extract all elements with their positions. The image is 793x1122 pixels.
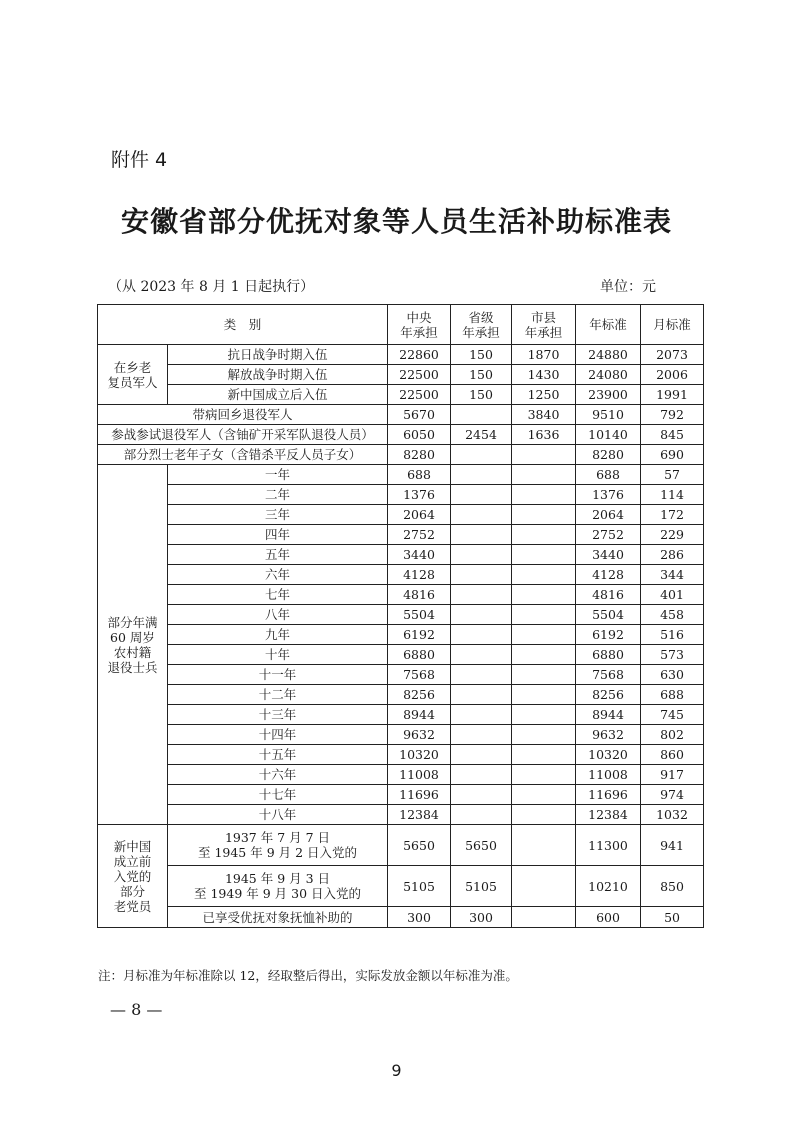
group-label-rural-soldiers: 部分年满 60 周岁 农村籍 退役士兵 (98, 465, 168, 825)
cell-monthly: 57 (641, 465, 704, 485)
cell-central: 7568 (388, 665, 451, 685)
group-label-party-members: 新中国 成立前 入党的 部分 老党员 (98, 825, 168, 928)
cell-central: 5650 (388, 825, 451, 866)
cell-province: 5650 (451, 825, 512, 866)
cell-annual: 23900 (576, 385, 641, 405)
footnote: 注：月标准为年标准除以 12，经取整后得出，实际发放金额以年标准为准。 (98, 968, 518, 983)
cell-city (512, 665, 576, 685)
table-row (98, 525, 704, 545)
cell-monthly: 1991 (641, 385, 704, 405)
cell-central: 300 (388, 907, 451, 928)
cell-province (451, 805, 512, 825)
cell-city (512, 445, 576, 465)
cell-central: 6880 (388, 645, 451, 665)
cell-city (512, 785, 576, 805)
table-row (98, 705, 704, 725)
cell-central: 22500 (388, 365, 451, 385)
row-category: 1937 年 7 月 7 日 至 1945 年 9 月 2 日入党的 (168, 825, 388, 866)
cell-annual: 6192 (576, 625, 641, 645)
table-row (98, 665, 704, 685)
cell-annual: 3440 (576, 545, 641, 565)
table-row (98, 745, 704, 765)
cell-annual: 5504 (576, 605, 641, 625)
row-category: 七年 (168, 585, 388, 605)
cell-province: 300 (451, 907, 512, 928)
cell-province (451, 525, 512, 545)
cell-monthly: 172 (641, 505, 704, 525)
cell-monthly: 516 (641, 625, 704, 645)
cell-city (512, 505, 576, 525)
table-row (98, 485, 704, 505)
row-category: 五年 (168, 545, 388, 565)
cell-city (512, 866, 576, 907)
row-category: 带病回乡退役军人 (98, 405, 388, 425)
table-row (98, 825, 704, 866)
cell-central: 12384 (388, 805, 451, 825)
subsidy-table (97, 304, 704, 928)
table-row (98, 585, 704, 605)
cell-central: 22500 (388, 385, 451, 405)
row-category: 四年 (168, 525, 388, 545)
cell-city (512, 825, 576, 866)
cell-province: 150 (451, 345, 512, 365)
cell-city (512, 605, 576, 625)
cell-city (512, 745, 576, 765)
row-category: 二年 (168, 485, 388, 505)
row-category: 十年 (168, 645, 388, 665)
cell-monthly: 2073 (641, 345, 704, 365)
cell-province (451, 705, 512, 725)
cell-central: 22860 (388, 345, 451, 365)
page-label: — 8 — (110, 1000, 163, 1019)
page-number: 9 (391, 1061, 402, 1080)
attachment-label: 附件 4 (111, 149, 168, 171)
cell-central: 2064 (388, 505, 451, 525)
row-category: 十二年 (168, 685, 388, 705)
table-row (98, 425, 704, 445)
row-category: 十一年 (168, 665, 388, 685)
table-row (98, 866, 704, 907)
cell-annual: 24880 (576, 345, 641, 365)
cell-province: 150 (451, 365, 512, 385)
table-row (98, 505, 704, 525)
cell-annual: 8944 (576, 705, 641, 725)
cell-annual: 2752 (576, 525, 641, 545)
row-category: 抗日战争时期入伍 (168, 345, 388, 365)
table-row (98, 385, 704, 405)
row-category: 十四年 (168, 725, 388, 745)
cell-annual: 10140 (576, 425, 641, 445)
cell-city: 1250 (512, 385, 576, 405)
cell-city (512, 565, 576, 585)
cell-monthly: 2006 (641, 365, 704, 385)
cell-province: 5105 (451, 866, 512, 907)
table-row (98, 545, 704, 565)
cell-monthly: 917 (641, 765, 704, 785)
cell-city (512, 625, 576, 645)
row-category: 十七年 (168, 785, 388, 805)
row-category: 三年 (168, 505, 388, 525)
table-row (98, 405, 704, 425)
cell-annual: 600 (576, 907, 641, 928)
cell-monthly: 344 (641, 565, 704, 585)
cell-province (451, 725, 512, 745)
cell-monthly: 114 (641, 485, 704, 505)
header-annual: 年标准 (576, 305, 641, 345)
cell-central: 11008 (388, 765, 451, 785)
table-header-row (98, 305, 704, 345)
row-category: 参战参试退役军人（含铀矿开采军队退役人员） (98, 425, 388, 445)
cell-annual: 688 (576, 465, 641, 485)
cell-annual: 4816 (576, 585, 641, 605)
cell-monthly: 860 (641, 745, 704, 765)
cell-monthly: 792 (641, 405, 704, 425)
row-category: 八年 (168, 605, 388, 625)
cell-central: 4816 (388, 585, 451, 605)
header-central: 中央 年承担 (388, 305, 451, 345)
header-monthly: 月标准 (641, 305, 704, 345)
cell-city (512, 685, 576, 705)
table-row (98, 645, 704, 665)
row-category: 1945 年 9 月 3 日 至 1949 年 9 月 30 日入党的 (168, 866, 388, 907)
cell-province (451, 665, 512, 685)
cell-province (451, 405, 512, 425)
cell-annual: 4128 (576, 565, 641, 585)
row-category: 十六年 (168, 765, 388, 785)
cell-province (451, 445, 512, 465)
row-category: 十五年 (168, 745, 388, 765)
cell-central: 8944 (388, 705, 451, 725)
cell-annual: 7568 (576, 665, 641, 685)
unit-label: 单位：元 (600, 279, 656, 295)
table-row (98, 445, 704, 465)
cell-province (451, 645, 512, 665)
cell-central: 4128 (388, 565, 451, 585)
table-row (98, 765, 704, 785)
table-row (98, 805, 704, 825)
header-city: 市县 年承担 (512, 305, 576, 345)
cell-annual: 1376 (576, 485, 641, 505)
cell-central: 3440 (388, 545, 451, 565)
cell-province (451, 505, 512, 525)
page-title: 安徽省部分优抚对象等人员生活补助标准表 (120, 205, 672, 238)
cell-central: 10320 (388, 745, 451, 765)
cell-monthly: 573 (641, 645, 704, 665)
cell-province (451, 585, 512, 605)
cell-annual: 10210 (576, 866, 641, 907)
table-row (98, 345, 704, 365)
cell-annual: 24080 (576, 365, 641, 385)
cell-city (512, 525, 576, 545)
row-category: 十八年 (168, 805, 388, 825)
cell-monthly: 229 (641, 525, 704, 545)
cell-annual: 8280 (576, 445, 641, 465)
cell-city: 1870 (512, 345, 576, 365)
cell-monthly: 845 (641, 425, 704, 445)
cell-province (451, 465, 512, 485)
cell-annual: 9510 (576, 405, 641, 425)
cell-annual: 11008 (576, 765, 641, 785)
cell-monthly: 802 (641, 725, 704, 745)
cell-annual: 9632 (576, 725, 641, 745)
row-category: 六年 (168, 565, 388, 585)
cell-monthly: 688 (641, 685, 704, 705)
header-category: 类 别 (98, 305, 388, 345)
cell-annual: 8256 (576, 685, 641, 705)
cell-monthly: 286 (641, 545, 704, 565)
cell-city: 1430 (512, 365, 576, 385)
cell-city (512, 705, 576, 725)
cell-city (512, 805, 576, 825)
cell-monthly: 850 (641, 866, 704, 907)
row-category: 十三年 (168, 705, 388, 725)
cell-central: 8280 (388, 445, 451, 465)
cell-monthly: 690 (641, 445, 704, 465)
cell-annual: 11300 (576, 825, 641, 866)
row-category: 解放战争时期入伍 (168, 365, 388, 385)
cell-province (451, 625, 512, 645)
cell-province (451, 785, 512, 805)
cell-monthly: 458 (641, 605, 704, 625)
cell-city: 1636 (512, 425, 576, 445)
cell-city (512, 545, 576, 565)
row-category: 已享受优抚对象抚恤补助的 (168, 907, 388, 928)
cell-central: 5504 (388, 605, 451, 625)
group-label-veterans: 在乡老 复员军人 (98, 345, 168, 405)
cell-central: 6050 (388, 425, 451, 445)
cell-province (451, 545, 512, 565)
cell-province (451, 605, 512, 625)
table-row (98, 605, 704, 625)
cell-city (512, 645, 576, 665)
cell-city (512, 725, 576, 745)
cell-central: 8256 (388, 685, 451, 705)
cell-annual: 6880 (576, 645, 641, 665)
row-category: 部分烈士老年子女（含错杀平反人员子女） (98, 445, 388, 465)
effective-date: （从 2023 年 8 月 1 日起执行） (108, 279, 315, 295)
cell-city (512, 907, 576, 928)
cell-central: 6192 (388, 625, 451, 645)
cell-monthly: 745 (641, 705, 704, 725)
table-row (98, 725, 704, 745)
cell-annual: 11696 (576, 785, 641, 805)
cell-monthly: 630 (641, 665, 704, 685)
row-category: 一年 (168, 465, 388, 485)
cell-city (512, 765, 576, 785)
table-row (98, 785, 704, 805)
table-row (98, 365, 704, 385)
cell-city: 3840 (512, 405, 576, 425)
cell-monthly: 1032 (641, 805, 704, 825)
cell-central: 5105 (388, 866, 451, 907)
table-row (98, 907, 704, 928)
cell-city (512, 585, 576, 605)
cell-province (451, 485, 512, 505)
table-row (98, 565, 704, 585)
cell-annual: 10320 (576, 745, 641, 765)
table-row (98, 465, 704, 485)
header-province: 省级 年承担 (451, 305, 512, 345)
cell-province (451, 765, 512, 785)
cell-province (451, 685, 512, 705)
row-category: 新中国成立后入伍 (168, 385, 388, 405)
cell-central: 11696 (388, 785, 451, 805)
cell-central: 688 (388, 465, 451, 485)
cell-central: 5670 (388, 405, 451, 425)
cell-province (451, 745, 512, 765)
cell-city (512, 465, 576, 485)
row-category: 九年 (168, 625, 388, 645)
cell-central: 2752 (388, 525, 451, 545)
cell-monthly: 974 (641, 785, 704, 805)
cell-city (512, 485, 576, 505)
cell-annual: 12384 (576, 805, 641, 825)
cell-annual: 2064 (576, 505, 641, 525)
cell-province (451, 565, 512, 585)
table-row (98, 625, 704, 645)
table-row (98, 685, 704, 705)
cell-monthly: 401 (641, 585, 704, 605)
cell-province: 2454 (451, 425, 512, 445)
cell-monthly: 941 (641, 825, 704, 866)
cell-central: 1376 (388, 485, 451, 505)
cell-monthly: 50 (641, 907, 704, 928)
cell-province: 150 (451, 385, 512, 405)
cell-central: 9632 (388, 725, 451, 745)
